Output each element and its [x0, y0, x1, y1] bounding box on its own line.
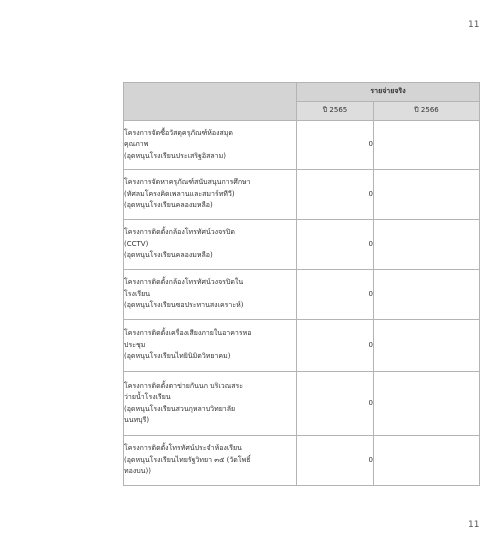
- project-name-cell: [124, 170, 297, 220]
- actual-expense-header: รายจ่ายจริง: [297, 83, 480, 102]
- project-name-cell: [124, 436, 297, 486]
- project-name-line: โรงเรียน: [124, 289, 150, 298]
- project-name-line: (ทัศลมโครงคิดเพลานและสมาร์ททีวี): [124, 189, 235, 198]
- project-name-line: นนทบุรี): [124, 416, 150, 424]
- value-2566-cell: [374, 270, 480, 320]
- project-name-line: ว่ายน้ำโรงเรียน: [124, 393, 171, 401]
- project-name-line: (อุดหนุนโรงเรียนไทยินิมิตวิทยาคม): [124, 352, 231, 361]
- project-name-line: โครงการติดตั้งโทรทัศน์ประจำห้องเรียน: [124, 444, 242, 453]
- value-2565-cell: 0: [297, 320, 374, 372]
- project-name-line: โครงการติดตั้งเครื่องเสียงภายในอาคารหอ: [124, 329, 252, 338]
- project-name-line: (อุดหนุนโรงเรียนไทยรัฐวิทยา ๓๕ (วัดโพธิ์: [124, 455, 251, 464]
- project-name-line: (อุดหนุนโรงเรียนสวนกุหลาบวิทยาลัย: [124, 404, 236, 413]
- table-header-row-group: [124, 83, 480, 102]
- project-name-line: (อุดหนุนโรงเรียนซอประทานสงเคราะห์): [124, 301, 244, 310]
- project-name-line: โครงการจัดหาครุภัณฑ์สนับสนุนการศึกษา: [124, 178, 251, 187]
- value-2566-cell: [374, 121, 480, 170]
- value-2565-cell: 0: [297, 170, 374, 220]
- project-name-cell: [124, 372, 297, 436]
- project-name-line: (อุดหนุนโรงเรียนคลองมหลือ): [124, 201, 213, 210]
- value-2566-cell: [374, 220, 480, 270]
- value-2565-cell: 0: [297, 436, 374, 486]
- table-row: [124, 436, 480, 486]
- table-row: [124, 121, 480, 170]
- year-2565-header: ปี 2565: [297, 102, 374, 121]
- value-2565-cell: 0: [297, 372, 374, 436]
- page-number-top: 11: [468, 20, 480, 30]
- project-name-line: (อุดหนุนโรงเรียนประเสริฐอิสลาม): [124, 151, 226, 160]
- value-2566-cell: [374, 170, 480, 220]
- project-name-line: โครงการติดตั้งกล้องโทรทัศน์วงจรปิด: [124, 228, 235, 237]
- table-row: [124, 270, 480, 320]
- year-2566-header: ปี 2566: [374, 102, 480, 121]
- table-row: [124, 220, 480, 270]
- project-name-line: โครงการจัดซื้อวัสดุครุภัณฑ์ห้องสมุด: [124, 128, 233, 137]
- value-2565-cell: 0: [297, 220, 374, 270]
- project-name-cell: [124, 121, 297, 170]
- project-column-header: [124, 83, 297, 121]
- budget-table: [123, 82, 480, 486]
- project-name-cell: [124, 270, 297, 320]
- value-2565-cell: 0: [297, 121, 374, 170]
- page-number-bottom: 11: [468, 520, 480, 530]
- value-2565-cell: 0: [297, 270, 374, 320]
- value-2566-cell: [374, 320, 480, 372]
- project-name-cell: [124, 320, 297, 372]
- project-name-line: (CCTV): [124, 239, 149, 248]
- project-name-line: (อุดหนุนโรงเรียนคลองมหลือ): [124, 251, 213, 260]
- value-2566-cell: [374, 372, 480, 436]
- project-name-line: ประชุม: [124, 340, 146, 349]
- table-row: [124, 320, 480, 372]
- project-name-line: คุณภาพ: [124, 140, 149, 149]
- table-row: [124, 372, 480, 436]
- table-row: [124, 170, 480, 220]
- project-name-line: โครงการติดตั้งตาข่ายกันนก บริเวณสระ: [124, 381, 243, 390]
- project-name-line: โครงการติดตั้งกล้องโทรทัศน์วงจรปิดใน: [124, 278, 244, 287]
- project-name-line: ทองบน)): [124, 467, 151, 476]
- project-name-cell: [124, 220, 297, 270]
- value-2566-cell: [374, 436, 480, 486]
